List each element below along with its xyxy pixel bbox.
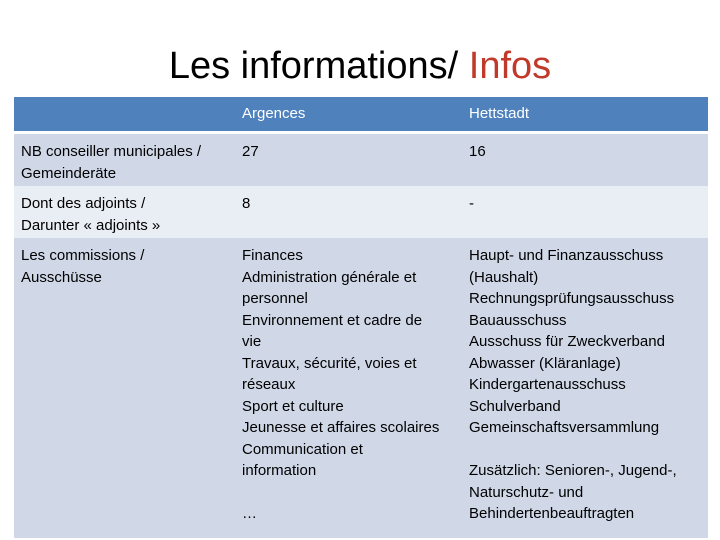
list-spacer — [242, 482, 439, 504]
list-item: Behindertenbeauftragten — [469, 505, 635, 522]
list-item: Ausschuss für Zweckverband — [469, 333, 665, 350]
list-item: Environnement et cadre de — [242, 311, 423, 329]
table-row — [14, 238, 708, 538]
list-item: vie — [242, 333, 262, 350]
row-label-line: Ausschüsse — [21, 268, 102, 286]
list-item: Gemeinschaftsversammlung — [469, 419, 660, 436]
row-label-line: Darunter « adjoints » — [21, 216, 161, 234]
list-item: Zusätzlich: Senioren-, Jugend-, — [469, 462, 677, 479]
list-item: Rechnungsprüfungsausschuss — [469, 290, 675, 307]
row-label-line: Dont des adjoints / — [21, 195, 146, 212]
list-item: Schulverband — [469, 397, 561, 415]
table-row — [14, 186, 708, 238]
list-spacer — [469, 439, 677, 461]
list-item: personnel — [242, 290, 308, 307]
list-item: Kindergartenausschuss — [469, 376, 626, 393]
list-item: … — [242, 505, 257, 522]
column-header-argences: Argences — [242, 105, 306, 122]
row-label-line: NB conseiller municipales / — [21, 143, 202, 160]
list-item: Jeunesse et affaires scolaires — [242, 419, 440, 436]
list-item: Sport et culture — [242, 397, 344, 415]
hettstadt-commissions-list — [469, 245, 677, 525]
argences-commissions-list — [242, 245, 439, 525]
list-item: Administration générale et — [242, 268, 417, 286]
list-item: Bauausschuss — [469, 311, 567, 329]
column-header-hettstadt: Hettstadt — [469, 105, 530, 122]
row-label — [21, 193, 160, 236]
list-item: Travaux, sécurité, voies et — [242, 354, 417, 372]
title-main: Les informations/ — [168, 45, 469, 87]
list-item: information — [242, 462, 317, 479]
row-label — [21, 245, 144, 288]
hettstadt-value: - — [469, 195, 474, 212]
list-item: Finances — [242, 247, 303, 264]
list-item: Haupt- und Finanzausschuss — [469, 247, 664, 264]
table-row — [14, 134, 708, 186]
list-item: (Haushalt) — [469, 268, 539, 286]
list-item: Communication et — [242, 440, 363, 458]
list-item: Naturschutz- und — [469, 483, 584, 501]
table-header — [14, 97, 708, 134]
row-label — [21, 141, 201, 184]
row-label-line: Les commissions / — [21, 247, 145, 264]
list-item: réseaux — [242, 376, 296, 393]
argences-value: 27 — [242, 143, 259, 160]
title-accent: Infos — [468, 45, 552, 87]
comparison-table — [14, 97, 708, 538]
page-title — [0, 42, 720, 90]
hettstadt-value: 16 — [469, 143, 486, 160]
row-label-line: Gemeinderäte — [21, 164, 117, 182]
argences-value: 8 — [242, 195, 251, 212]
list-item: Abwasser (Kläranlage) — [469, 354, 621, 372]
